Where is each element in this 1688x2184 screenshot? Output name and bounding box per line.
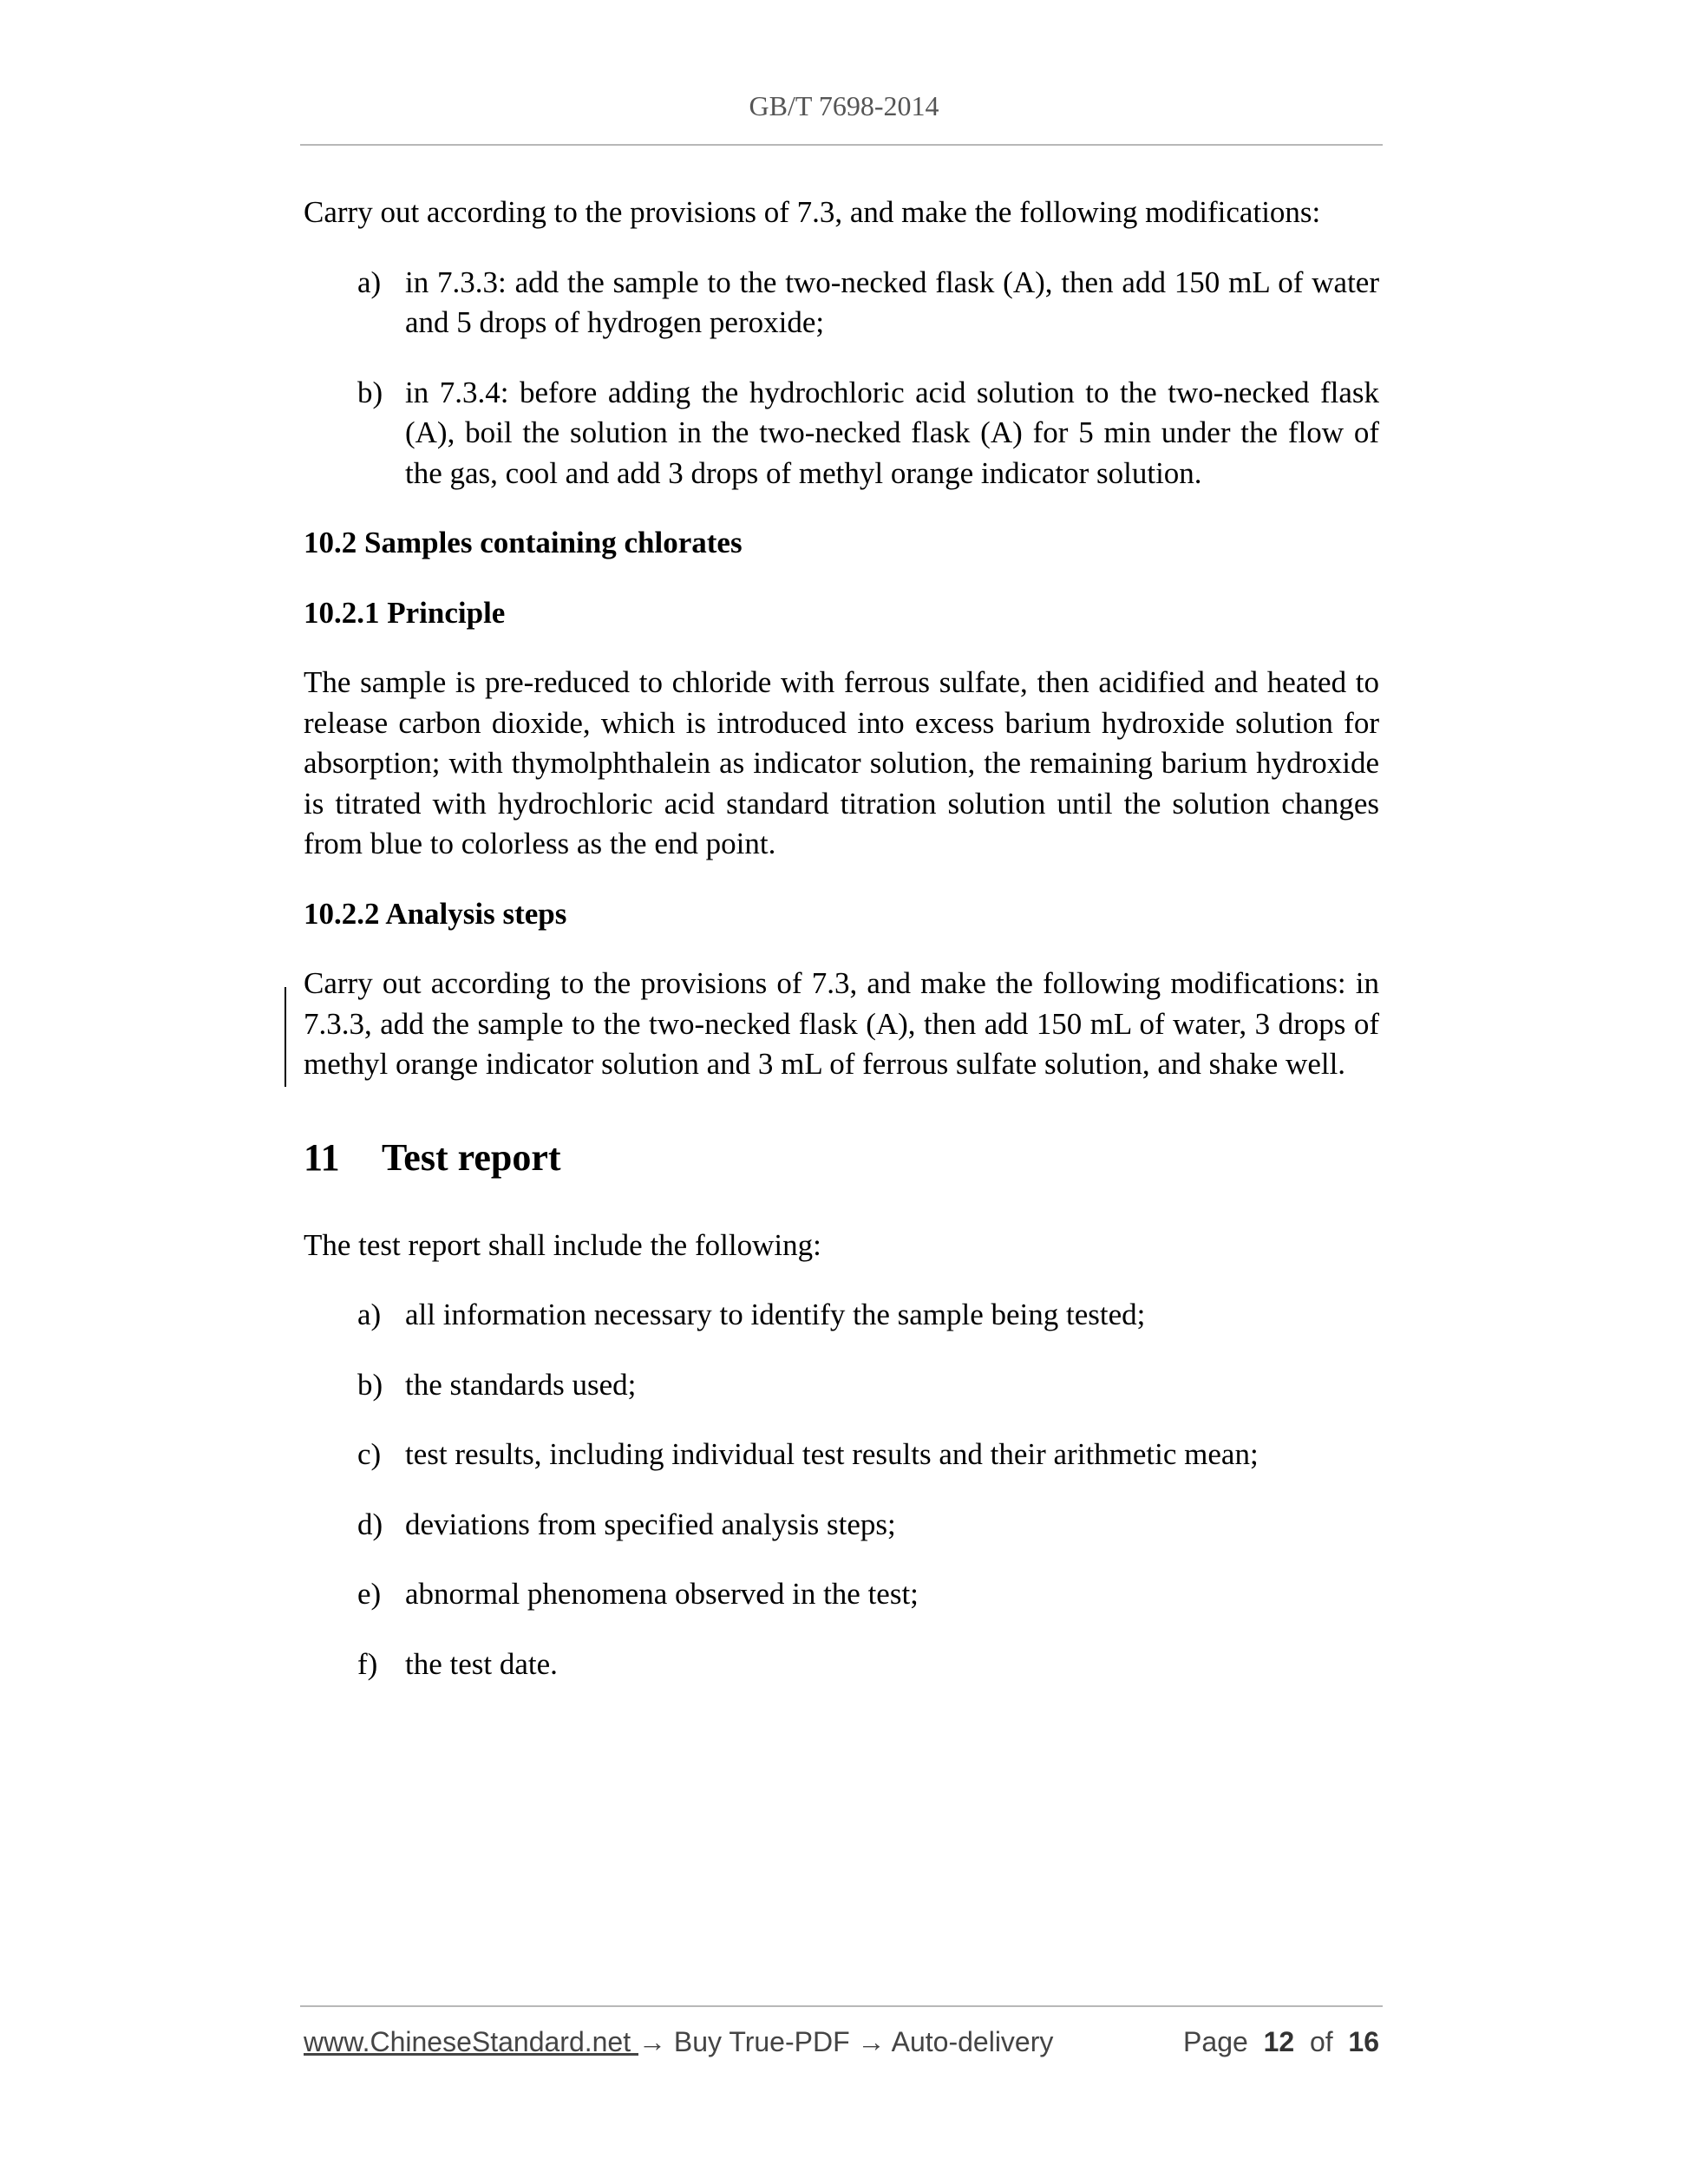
header-rule: [300, 144, 1383, 146]
list-marker: e): [357, 1577, 382, 1611]
footer-rule: [300, 2005, 1383, 2007]
list-text: deviations from specified analysis steps;: [405, 1507, 896, 1541]
paragraph-10-1-intro: Carry out according to the provisions of 7.3, and make the following modifications:: [304, 195, 1321, 229]
list-item: [304, 1645, 1379, 1685]
list-item: [304, 1435, 1379, 1475]
list-item: [304, 1365, 1379, 1406]
paragraph-report-intro: The test report shall include the following:: [304, 1227, 821, 1262]
list-marker: b): [357, 1367, 383, 1402]
list-text: the test date.: [405, 1646, 558, 1681]
list-marker: c): [357, 1437, 382, 1471]
list-marker: f): [357, 1646, 378, 1681]
heading-title: Test report: [382, 1135, 561, 1179]
list-marker: d): [357, 1507, 383, 1541]
website-link[interactable]: www.ChineseStandard.net: [304, 2026, 638, 2057]
list-item: [304, 1574, 1379, 1615]
list-text: in 7.3.3: add the sample to the two-necked flask (A), then add 150 mL of water and 5 drops of hydrogen peroxide;: [405, 265, 1379, 339]
arrow-right-icon: →: [857, 2026, 886, 2057]
document-header: GB/T 7698-2014: [749, 90, 939, 121]
page-indicator: [1183, 2024, 1379, 2059]
list-item: [304, 373, 1379, 494]
document-body: [304, 193, 1379, 1684]
page-word: Page: [1183, 2026, 1248, 2057]
list-text: the standards used;: [405, 1367, 637, 1402]
page-total: 16: [1348, 2026, 1379, 2057]
paragraph-analysis-steps: Carry out according to the provisions of 7.3, and make the following modifications: in 7.3.3, add the sample to the two-necked flask (A), then add 150 mL of water, 3 drops of methyl orange indicator solution and 3 mL of ferrous sulfate solution, and shake well.: [304, 966, 1379, 1081]
heading-11: [304, 1134, 1379, 1182]
list-text: abnormal phenomena observed in the test;: [405, 1577, 919, 1611]
revision-change-bar: [285, 987, 286, 1087]
page-current: 12: [1263, 2026, 1295, 2057]
list-item: [304, 1295, 1379, 1336]
heading-10-2: 10.2 Samples containing chlorates: [304, 526, 743, 559]
footer-buy-text: Buy True-PDF: [666, 2026, 858, 2057]
list-item: [304, 263, 1379, 343]
heading-10-2-2: 10.2.2 Analysis steps: [304, 896, 567, 931]
heading-number: 11: [304, 1135, 340, 1179]
page-footer: [304, 2024, 1379, 2059]
list-marker: b): [357, 375, 383, 409]
heading-10-2-1: 10.2.1 Principle: [304, 595, 506, 630]
list-item: [304, 1505, 1379, 1546]
list-marker: a): [357, 1298, 382, 1331]
list-text: in 7.3.4: before adding the hydrochloric acid solution to the two-necked flask (A), boil the solution in the two-necked flask (A) for 5 min under the flow of the gas, cool and add 3 drops of methyl orange indicator solution.: [405, 375, 1379, 490]
list-text: test results, including individual test results and their arithmetic mean;: [405, 1437, 1259, 1471]
of-word: of: [1309, 2026, 1333, 2057]
footer-delivery-text: Auto-delivery: [885, 2026, 1054, 2057]
list-marker: a): [357, 265, 382, 299]
paragraph-principle: The sample is pre-reduced to chloride with ferrous sulfate, then acidified and heated to release carbon dioxide, which is introduced into excess barium hydroxide solution for absorption; with thymolphthalein as indicator solution, the remaining barium hydroxide is titrated with hydrochloric acid standard titration solution until the solution changes from blue to colorless as the end point.: [304, 665, 1379, 860]
list-text: all information necessary to identify the sample being tested;: [405, 1298, 1146, 1331]
arrow-right-icon: →: [638, 2026, 666, 2057]
